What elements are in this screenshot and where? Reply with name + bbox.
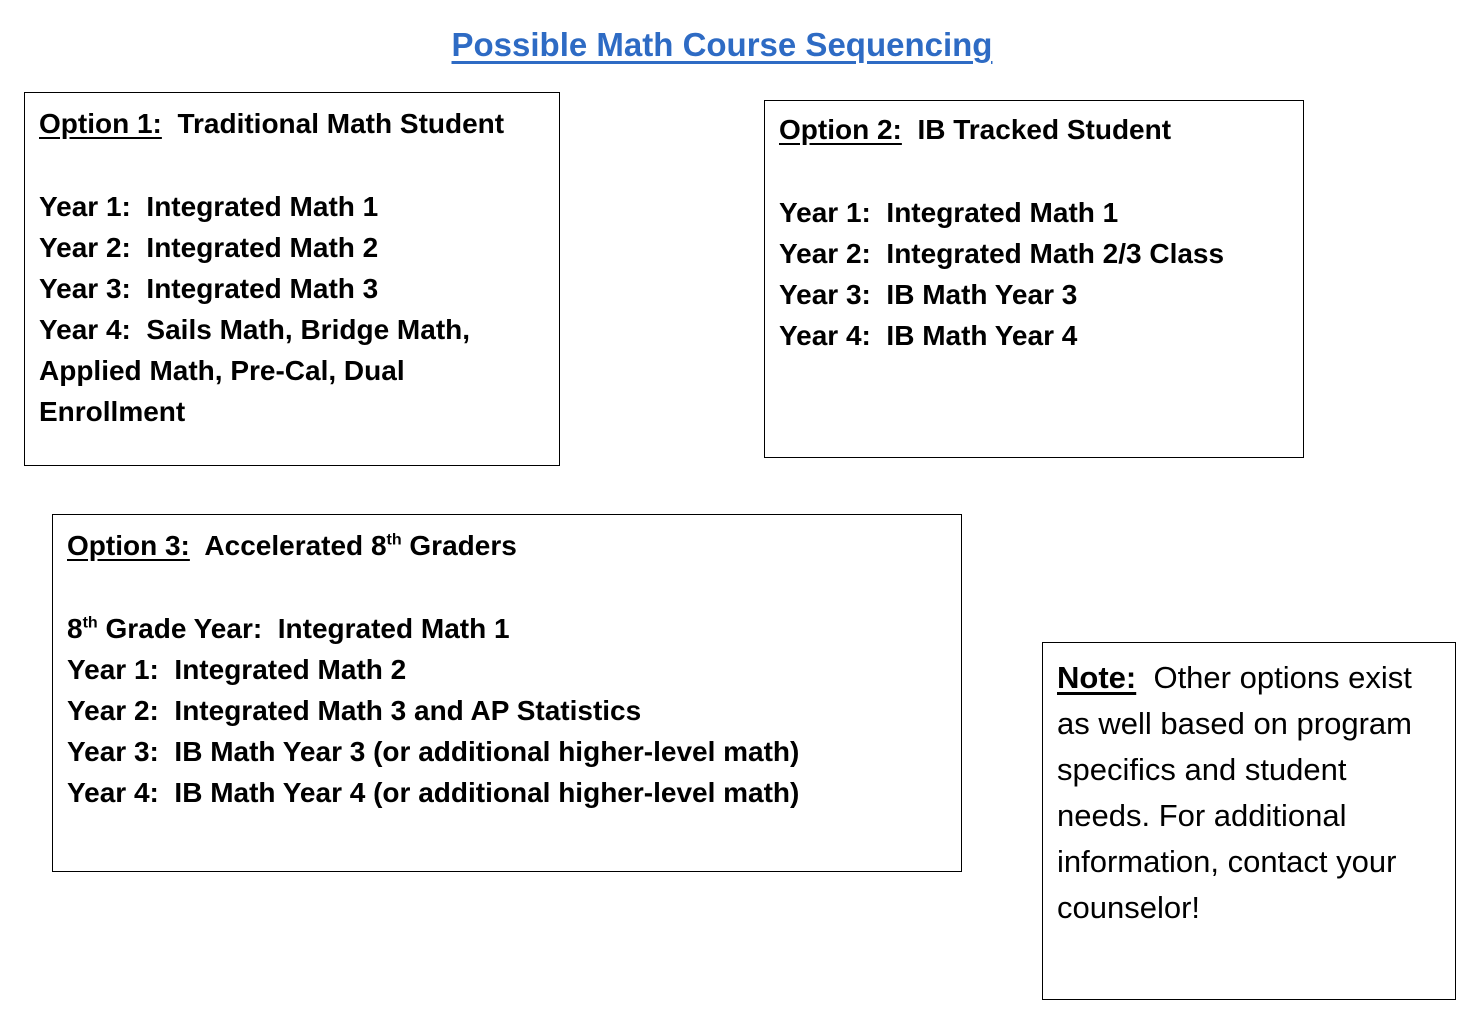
option-3-year-1: Year 1: Integrated Math 2 (67, 654, 407, 685)
option-1-year-4: Year 4: Sails Math, Bridge Math, Applied Math, Pre-Cal, Dual Enrollment (39, 314, 471, 427)
option-2-label: Option 2: (779, 114, 902, 145)
option-2-name: IB Tracked Student (917, 114, 1172, 145)
option-2-year-4: Year 4: IB Math Year 4 (779, 320, 1078, 351)
option-3-grade-8: 8th Grade Year: Integrated Math 1 (67, 613, 510, 644)
option-1-name: Traditional Math Student (177, 108, 505, 139)
option-3-year-4: Year 4: IB Math Year 4 (or additional higher-level math) (67, 777, 800, 808)
page-title: Possible Math Course Sequencing (451, 26, 993, 63)
option-1-box (24, 92, 560, 466)
option-1-label: Option 1: (39, 108, 162, 139)
option-2-box (764, 100, 1304, 458)
option-1-year-1: Year 1: Integrated Math 1 (39, 191, 379, 222)
option-2-year-1: Year 1: Integrated Math 1 (779, 197, 1119, 228)
note-label: Note: (1057, 660, 1137, 695)
option-2-year-2: Year 2: Integrated Math 2/3 Class (779, 238, 1225, 269)
option-2-heading (779, 109, 1289, 150)
option-1-heading (39, 103, 545, 144)
option-3-heading (67, 525, 947, 566)
option-3-year-3: Year 3: IB Math Year 3 (or additional higher-level math) (67, 736, 800, 767)
note-text: Note: Other options exist as well based on program specifics and student needs. For additional information, contact your counselor! (1057, 660, 1412, 925)
option-2-year-3: Year 3: IB Math Year 3 (779, 279, 1078, 310)
option-3-label: Option 3: (67, 530, 190, 561)
option-3-name: Accelerated 8th Graders (204, 530, 517, 561)
option-1-year-2: Year 2: Integrated Math 2 (39, 232, 379, 263)
note-box (1042, 642, 1456, 1000)
option-3-box (52, 514, 962, 872)
option-1-year-3: Year 3: Integrated Math 3 (39, 273, 379, 304)
option-3-year-2: Year 2: Integrated Math 3 and AP Statistics (67, 695, 642, 726)
